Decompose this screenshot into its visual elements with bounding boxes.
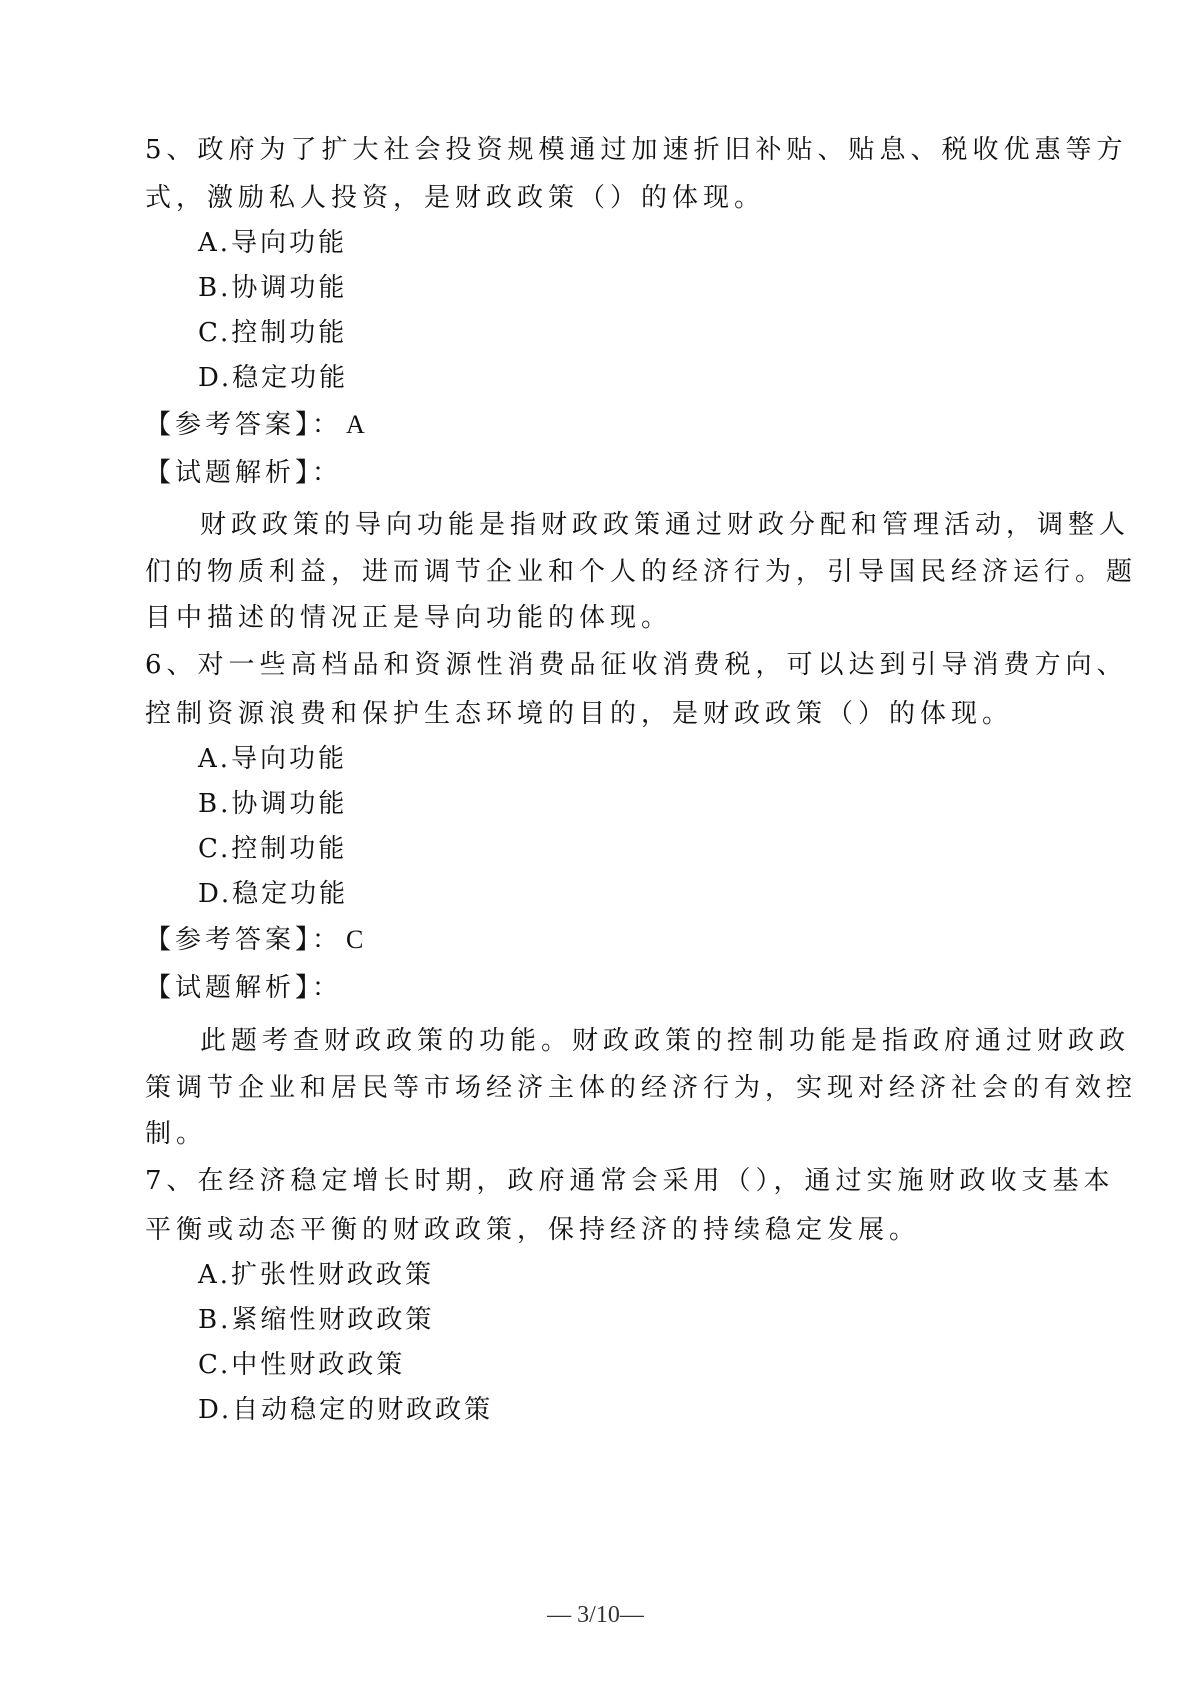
question-stem-line: 7、在经济稳定增长时期，政府通常会采用（），通过实施财政收支基本 [145,1166,1115,1196]
answer-value: C [346,925,364,954]
question-stem-line: 平衡或动态平衡的财政政策，保持经济的持续稳定发展。 [145,1215,921,1245]
option-d: D.自动稳定的财政政策 [198,1395,494,1425]
option-c: C.控制功能 [198,318,348,348]
page-number: — 3/10— [547,1602,644,1628]
analysis-line: 此题考查财政政策的功能。财政政策的控制功能是指政府通过财政政 [200,1026,1131,1056]
question-stem-line: 控制资源浪费和保护生态环境的目的，是财政政策（）的体现。 [145,699,1014,729]
option-d: D.稳定功能 [198,879,349,909]
analysis-label: 【试题解析】： [145,458,343,488]
answer-row [145,408,1045,442]
option-b: B.紧缩性财政政策 [198,1305,435,1335]
option-a: A.导向功能 [198,228,348,258]
option-d: D.稳定功能 [198,363,349,393]
answer-label: 【参考答案】： [145,410,343,440]
question-stem-line: 5、政府为了扩大社会投资规模通过加速折旧补贴、贴息、税收优惠等方 [145,135,1128,165]
question-stem-line: 6、对一些高档品和资源性消费品征收消费税，可以达到引导消费方向、 [145,650,1128,680]
option-c: C.控制功能 [198,834,348,864]
analysis-line: 制。 [145,1119,208,1149]
analysis-line: 们的物质利益，进而调节企业和个人的经济行为，引导国民经济运行。题 [145,557,1138,587]
option-b: B.协调功能 [198,789,348,819]
option-b: B.协调功能 [198,273,348,303]
answer-value: A [346,410,365,439]
option-c: C.中性财政政策 [198,1350,406,1380]
analysis-line: 目中描述的情况正是导向功能的体现。 [145,603,673,633]
answer-label: 【参考答案】： [145,925,343,955]
option-a: A.扩张性财政政策 [198,1260,435,1290]
analysis-line: 财政政策的导向功能是指财政政策通过财政分配和管理活动，调整人 [200,510,1131,540]
analysis-line: 策调节企业和居民等市场经济主体的经济行为，实现对经济社会的有效控 [145,1073,1138,1103]
answer-row [145,923,1045,957]
question-stem-line: 式，激励私人投资，是财政政策（）的体现。 [145,183,766,213]
option-a: A.导向功能 [198,744,348,774]
analysis-label: 【试题解析】： [145,973,343,1003]
